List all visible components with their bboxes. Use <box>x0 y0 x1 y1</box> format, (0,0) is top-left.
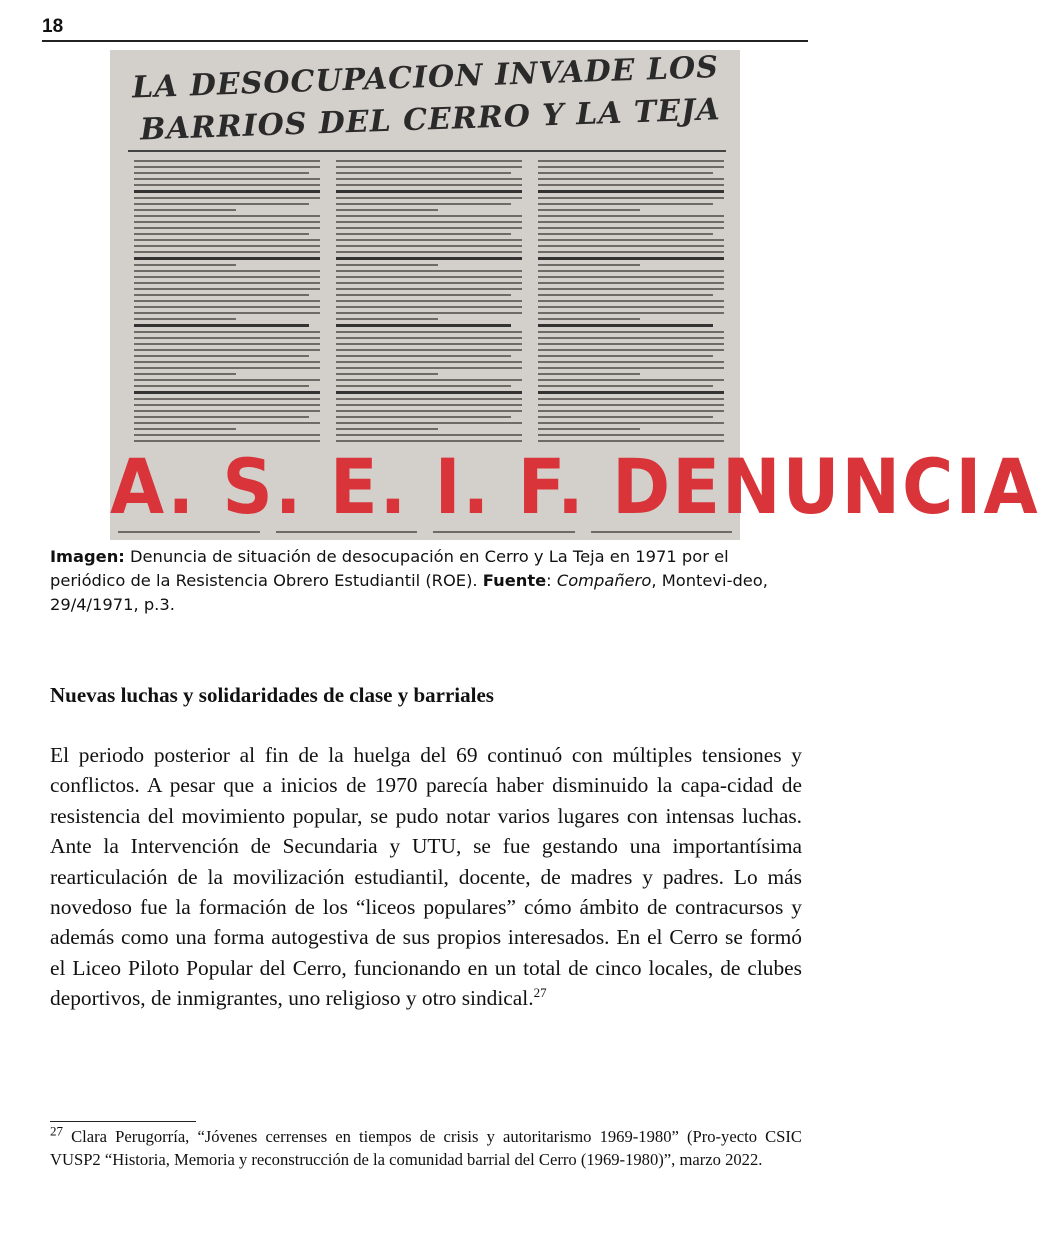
clipping-column <box>134 160 320 448</box>
footnote-rule <box>50 1121 196 1122</box>
clipping-headline-line1: LA DESOCUPACION INVADE LOS <box>131 49 720 106</box>
clipping-banner: A. S. E. I. F. DENUNCIA <box>110 442 1040 532</box>
clipping-column <box>336 160 522 448</box>
page-number: 18 <box>42 16 64 37</box>
header-rule <box>42 40 808 42</box>
caption-label: Imagen: <box>50 547 125 566</box>
clipping-headline-line2: BARRIOS DEL CERRO Y LA TEJA <box>139 92 722 148</box>
clipping-column <box>538 160 724 448</box>
footnote-number: 27 <box>50 1123 63 1139</box>
caption-source-rest: , Montevi-deo, 29/4/1971, p.3. <box>50 571 768 614</box>
clipping-bottom-columns <box>110 526 740 540</box>
section-heading: Nuevas luchas y solidaridades de clase y barriales <box>50 683 494 707</box>
clipping-text-columns <box>134 160 724 448</box>
caption-source-title: Compañero <box>556 571 652 590</box>
body-paragraph <box>50 740 802 1014</box>
caption-source-label: Fuente <box>482 571 547 590</box>
footnote-reference[interactable]: 27 <box>533 985 547 1001</box>
caption-source-sep: : <box>546 571 557 590</box>
footnote-text: Clara Perugorría, “Jóvenes cerrenses en tiempos de crisis y autoritarismo 1969-1980” (Pro-yecto CSIC VUSP2 “Historia, Memoria y reconstrucción de la comunidad barrial del Cerro (1969-1980)”, marzo 2022. <box>50 1127 802 1169</box>
clipping-rule <box>128 150 726 152</box>
footnote <box>50 1125 802 1171</box>
newspaper-clipping-image <box>110 49 1040 540</box>
body-paragraph-text: El periodo posterior al fin de la huelga del 69 continuó con múltiples tensiones y conflictos. A pesar que a inicios de 1970 parecía haber disminuido la capa-cidad de resistencia del movimiento popular, se pudo notar varios lugares con intensas luchas. Ante la Intervención de Secundaria y UTU, se fue gestando una importantísima rearticulación de la movilización estudiantil, docente, de madres y padres. Lo más novedoso fue la formación de los “liceos populares” cómo ámbito de contracursos y además como una forma autogestiva de sus propios interesados. En el Cerro se formó el Liceo Piloto Popular del Cerro, funcionando en un total de cinco locales, de clubes deportivos, de inmigrantes, uno religioso y otro sindical. <box>50 743 802 1011</box>
image-caption <box>50 545 805 617</box>
caption-text: Denuncia de situación de desocupación en Cerro y La Teja en 1971 por el periódico de la Resistencia Obrero Estudiantil (ROE). <box>50 547 729 590</box>
